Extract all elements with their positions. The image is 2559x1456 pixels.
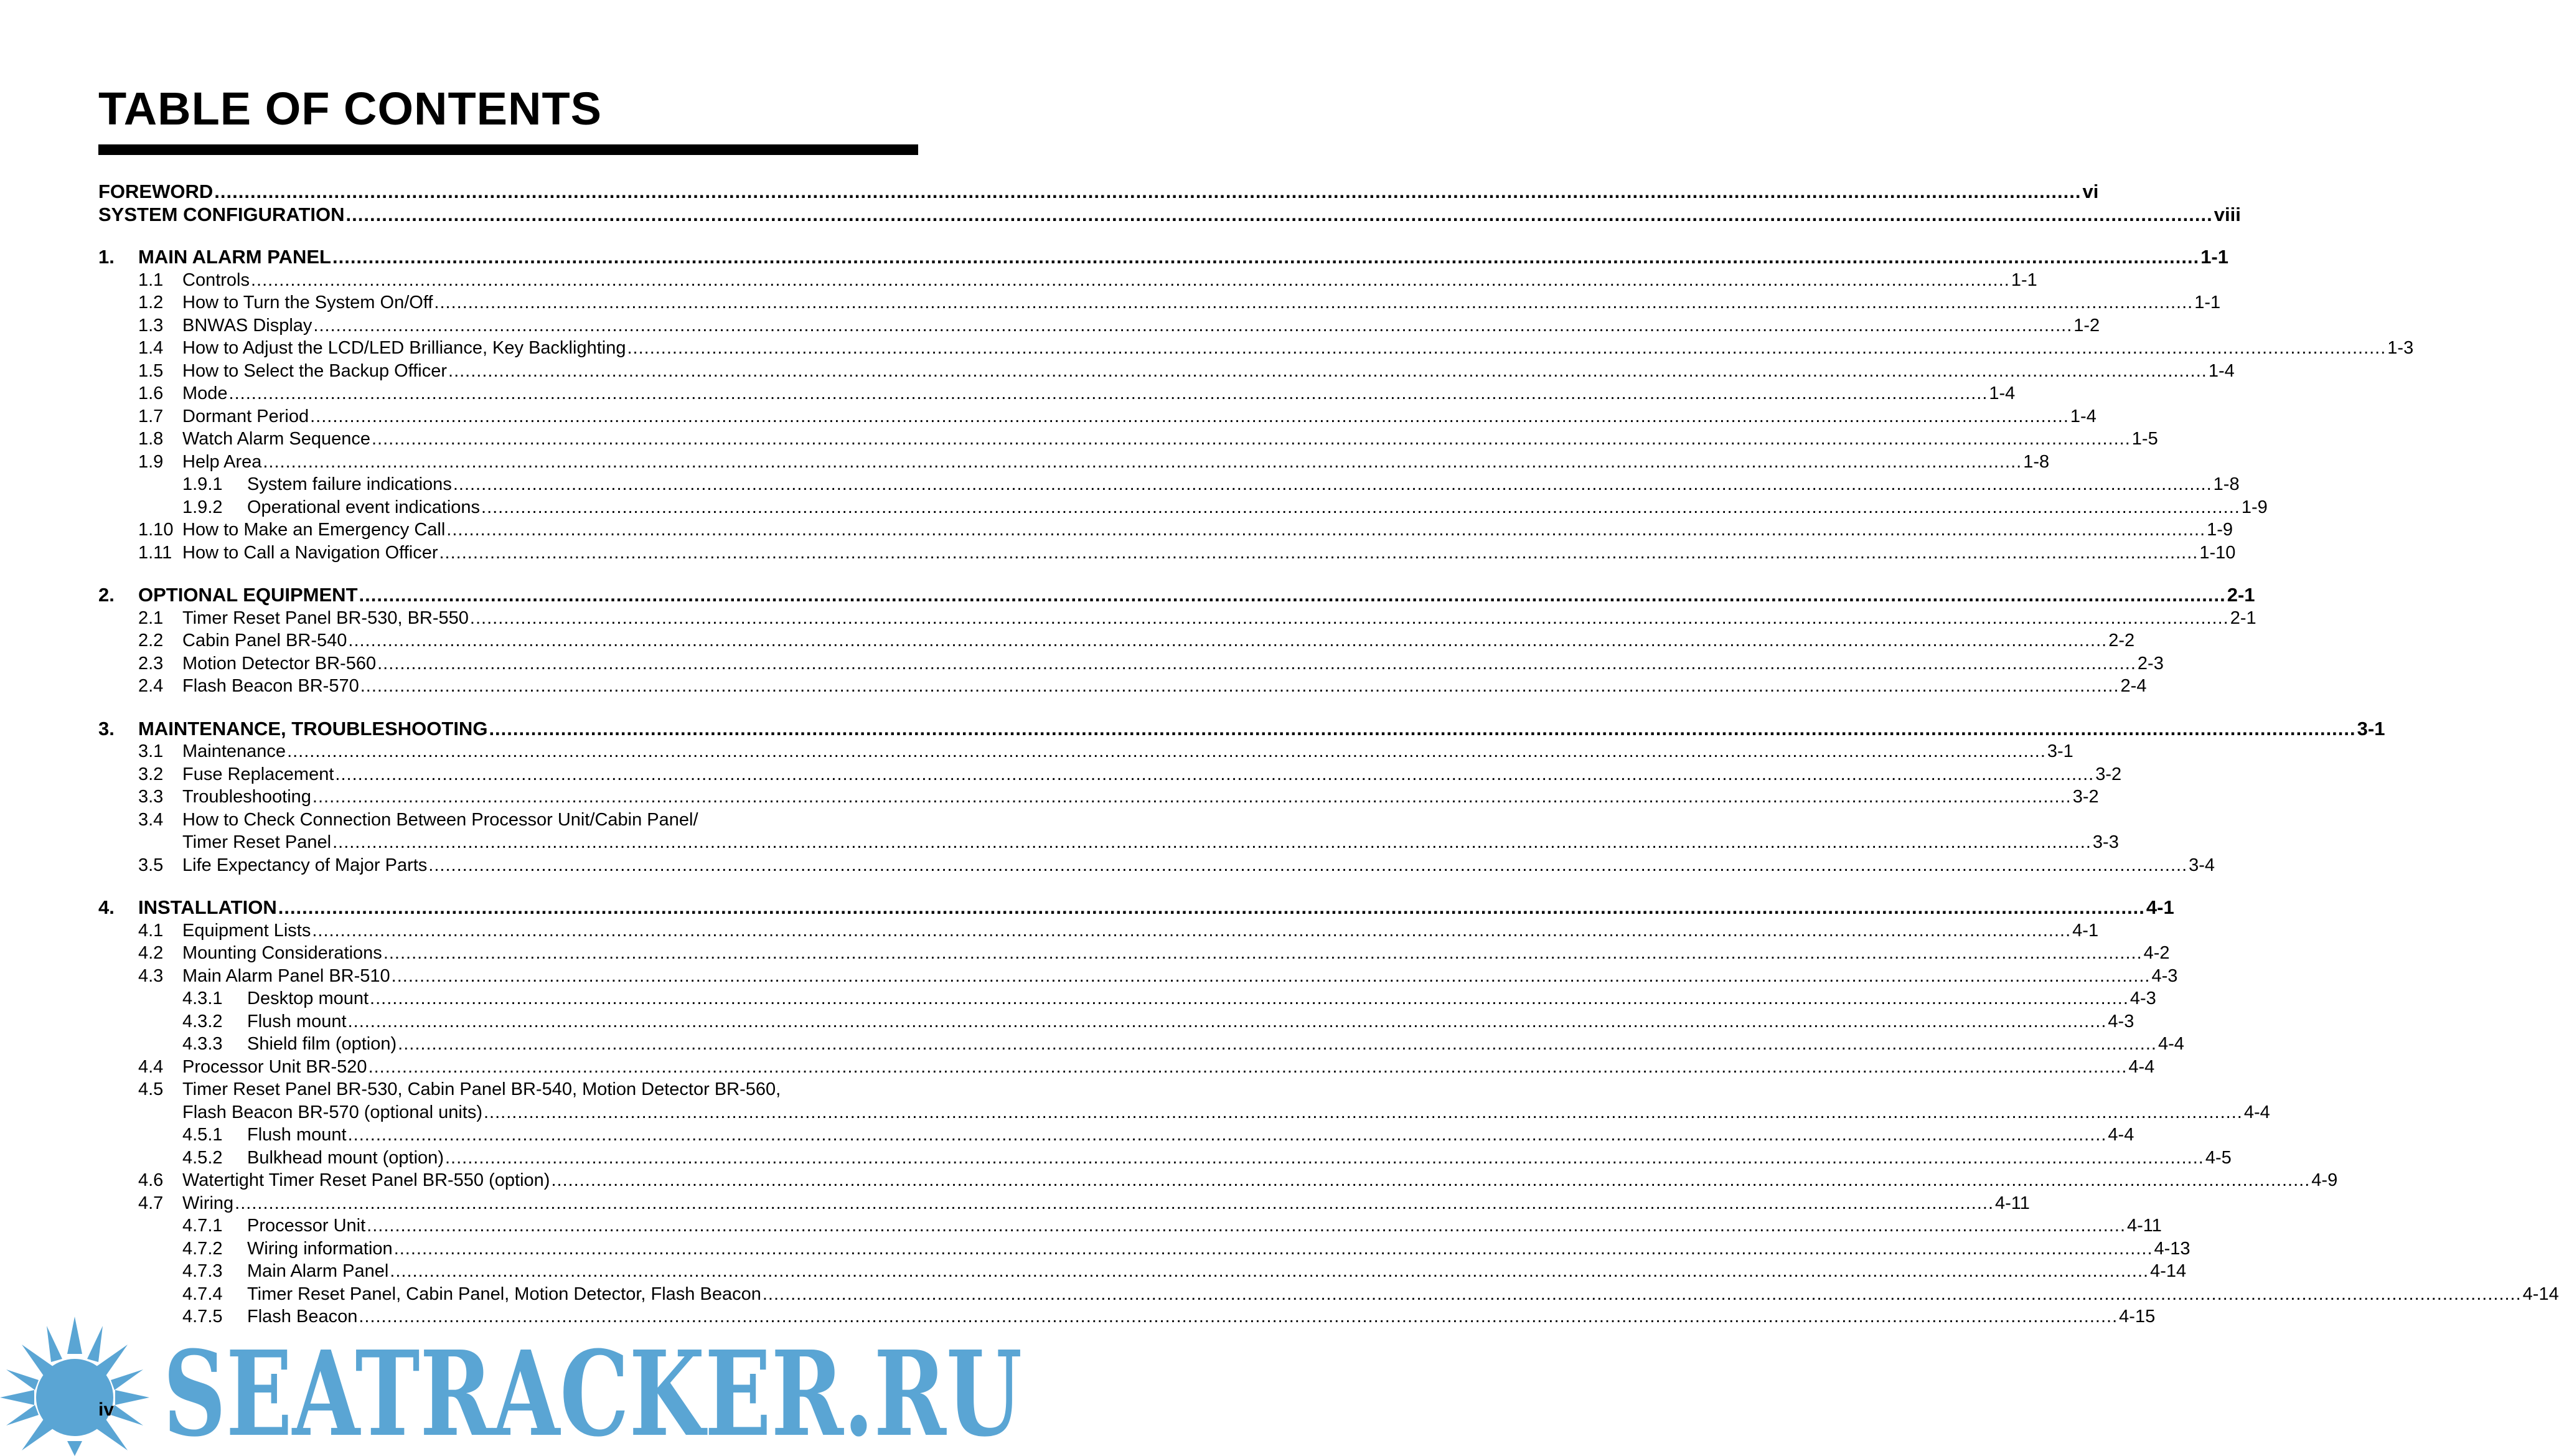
toc-page-number: 1-8 [2023,451,2050,472]
toc-section-entry[interactable] [98,942,2170,965]
toc-number: 4.7.1 [182,1216,223,1236]
toc-label: How to Select the Backup Officer [182,360,448,381]
toc-section-entry[interactable] [98,1192,2030,1215]
toc-number: 1.9.1 [182,474,223,494]
toc-number: 4.7.2 [182,1238,223,1259]
dot-leader [310,405,2069,428]
toc-label: Flash Beacon [247,1307,358,1327]
toc-chapter-heading[interactable] [98,246,2228,269]
toc-label: How to Call a Navigation Officer [182,542,438,563]
toc-label: Bulkhead mount (option) [247,1147,444,1168]
toc-page-number: 4-2 [2143,943,2170,963]
toc-number: 2.3 [138,653,164,674]
dot-leader [369,1056,2128,1079]
toc-number: 2.2 [138,631,164,651]
dot-leader [394,1238,2153,1261]
toc-page-number: 3-1 [2357,717,2385,740]
toc-page-number: 4-14 [2150,1261,2187,1281]
toc-number: 1.4 [138,338,164,358]
toc-number: 1.11 [138,542,172,563]
dot-leader [392,965,2151,988]
toc-number: 1.2 [138,293,164,312]
toc-section-entry[interactable] [98,1078,918,1101]
dot-leader [370,987,2129,1010]
dot-leader [390,1260,2149,1283]
dot-leader [348,629,2107,652]
toc-number: 4.6 [138,1170,164,1190]
toc-subsection-entry[interactable] [98,1124,2134,1147]
toc-page-number: 1-4 [2208,360,2235,381]
toc-section-entry[interactable] [98,314,2100,337]
toc-number: 4.2 [138,943,164,963]
toc-number: 1.7 [138,406,164,426]
toc-page-number: 1-9 [2207,520,2233,540]
toc-label: How to Adjust the LCD/LED Brilliance, Key Backlighting [182,338,626,358]
toc-section-entry[interactable] [98,652,2164,675]
toc-label: Operational event indications [247,497,481,517]
toc-label: OPTIONAL EQUIPMENT [138,584,358,606]
toc-section-entry[interactable] [98,854,2215,877]
dot-leader [428,854,2187,877]
toc-number: 1.9.2 [182,497,223,517]
toc-page-number: 1-9 [2241,497,2268,517]
toc-number: 3. [98,717,115,740]
toc-number: 4.3.2 [182,1011,223,1031]
toc-label: Watertight Timer Reset Panel BR-550 (option) [182,1170,550,1190]
dot-leader [332,246,2199,269]
toc-page-number: 4-14 [2522,1284,2559,1304]
toc-chapter-heading[interactable] [98,584,2255,607]
toc-number: 3.3 [138,787,164,807]
toc-subsection-entry[interactable] [98,1033,2184,1056]
toc-page-number: 4-4 [2158,1034,2184,1054]
toc-page-number: 4-4 [2128,1056,2155,1077]
toc-section-entry[interactable] [98,337,2414,360]
toc-section-entry[interactable] [98,519,2233,542]
toc-number: 2.1 [138,608,164,628]
toc-page-number: 1-2 [2073,315,2100,336]
toc-label: Shield film (option) [247,1034,397,1054]
toc-page-number: 4-13 [2154,1238,2190,1259]
toc-page-number: 4-4 [2108,1125,2134,1145]
page-title: TABLE OF CONTENTS [98,83,603,134]
toc-page-number: 4-1 [2146,896,2174,918]
toc-section-entry[interactable] [98,382,2016,405]
toc-subsection-entry[interactable] [98,1260,2187,1283]
toc-number: 4.7 [138,1193,164,1213]
dot-leader [470,607,2229,630]
toc-section-entry-continued[interactable] [98,831,2119,854]
dot-leader [235,1192,1994,1215]
toc-section-entry-continued[interactable] [98,1101,2270,1124]
toc-number: 1.9 [138,451,164,472]
table-of-contents [98,181,2559,1328]
dot-leader [360,675,2120,698]
toc-number: 4.4 [138,1056,164,1077]
toc-number: 4.3.3 [182,1034,223,1054]
dot-leader [312,786,2072,809]
toc-label: BNWAS Display [182,315,312,336]
toc-number: 1.3 [138,315,164,336]
toc-page-number: 4-11 [2127,1216,2162,1236]
toc-number: 1.10 [138,520,174,540]
toc-page-number: 3-4 [2189,855,2215,875]
toc-front-matter-entry[interactable] [98,203,2241,227]
dot-leader [377,652,2136,675]
title-rule [98,144,918,155]
dot-leader [445,1147,2204,1170]
toc-page-number: viii [2214,203,2241,225]
toc-page-number: 2-1 [2230,608,2256,628]
toc-number: 2.4 [138,676,164,696]
toc-section-entry[interactable] [98,360,2235,383]
toc-page-number: 4-11 [1995,1193,2030,1213]
dot-leader [763,1283,2522,1306]
dot-leader [287,740,2046,763]
toc-section-entry[interactable] [98,919,2099,942]
toc-section-entry[interactable] [98,451,2050,474]
dot-leader [214,181,2081,204]
toc-page-number: 2-1 [2227,584,2255,606]
toc-label: Cabin Panel BR-540 [182,631,347,651]
toc-page-number: vi [2082,181,2099,202]
toc-number: 3.1 [138,741,164,761]
toc-page-number: 4-1 [2072,920,2099,941]
toc-label: How to Check Connection Between Processor Unit/Cabin Panel/ [182,809,698,830]
toc-page-number: 3-3 [2092,832,2119,852]
toc-subsection-entry[interactable] [98,1283,2559,1306]
toc-label: Maintenance [182,741,286,761]
toc-label: Flush mount [247,1011,347,1031]
toc-number: 4.7.4 [182,1284,223,1304]
toc-label: Main Alarm Panel [247,1261,389,1281]
toc-label: MAINTENANCE, TROUBLESHOOTING [138,717,488,740]
toc-chapter-heading[interactable] [98,896,2174,919]
dot-leader [372,428,2131,451]
toc-label: Timer Reset Panel BR-530, Cabin Panel BR-540, Motion Detector BR-560, [182,1079,781,1099]
dot-leader [312,919,2071,942]
toc-label: Desktop mount [247,989,369,1008]
dot-leader [251,269,2010,292]
toc-number: 4.3 [138,965,164,986]
toc-number: 4. [98,896,115,918]
dot-leader [481,496,2240,519]
dot-leader [367,1214,2126,1238]
toc-page-number: 3-2 [2095,764,2122,784]
toc-label: SYSTEM CONFIGURATION [98,203,345,225]
dot-leader [439,542,2198,565]
toc-label: Dormant Period [182,406,309,426]
dot-leader [398,1033,2157,1056]
toc-label: Main Alarm Panel BR-510 [182,965,390,986]
toc-section-entry[interactable] [98,629,2135,652]
dot-leader [335,763,2094,786]
toc-page-number: 1-8 [2213,474,2240,494]
toc-number: 3.2 [138,764,164,784]
toc-page-number: 4-15 [2119,1307,2156,1327]
toc-page-number: 2-3 [2137,653,2164,674]
toc-label: How to Turn the System On/Off [182,293,433,312]
dot-leader [278,896,2145,919]
toc-page-number: 4-5 [2205,1147,2232,1168]
dot-leader [627,337,2386,360]
dot-leader [332,831,2092,854]
toc-subsection-entry[interactable] [98,496,2268,519]
toc-label: Timer Reset Panel [182,832,332,852]
toc-subsection-entry[interactable] [98,1147,2232,1170]
dot-leader [348,1124,2107,1147]
toc-section-entry[interactable] [98,542,2236,565]
toc-number: 4.5.1 [182,1125,223,1145]
dot-leader [348,1010,2107,1033]
toc-number: 4.3.1 [182,989,223,1008]
toc-page-number: 2-4 [2120,676,2147,696]
toc-label: Watch Alarm Sequence [182,429,370,449]
toc-section-entry[interactable] [98,607,2256,630]
dot-leader [484,1101,2243,1124]
toc-label: Help Area [182,451,262,472]
dot-leader [489,718,2355,741]
toc-page-number: 2-2 [2108,631,2135,651]
toc-page-number: 1-1 [2194,293,2221,312]
toc-label: Troubleshooting [182,787,311,807]
dot-leader [263,451,2022,474]
toc-label: How to Make an Emergency Call [182,520,446,540]
toc-label: Wiring information [247,1238,393,1259]
toc-front-matter-entry[interactable] [98,181,2099,204]
toc-number: 1.5 [138,360,164,381]
toc-section-entry[interactable] [98,1056,2155,1079]
toc-page-number: 1-4 [2070,406,2097,426]
toc-label: System failure indications [247,474,452,494]
toc-subsection-entry[interactable] [98,987,2156,1010]
toc-page-number: 1-3 [2387,338,2414,358]
toc-page-number: 1-1 [2200,246,2228,268]
toc-page-number: 3-2 [2072,787,2099,807]
toc-page-number: 1-1 [2011,270,2037,290]
toc-section-entry[interactable] [98,269,2037,292]
dot-leader [383,942,2143,965]
toc-page-number: 4-9 [2311,1170,2338,1190]
toc-label: Motion Detector BR-560 [182,653,377,674]
toc-chapter-heading[interactable] [98,717,2385,741]
toc-section-entry[interactable] [98,809,918,832]
toc-page-number: 4-3 [2108,1011,2134,1031]
dot-leader [453,473,2212,496]
toc-subsection-entry[interactable] [98,1010,2134,1033]
toc-label: Timer Reset Panel BR-530, BR-550 [182,608,469,628]
toc-subsection-entry[interactable] [98,1238,2190,1261]
toc-section-entry[interactable] [98,675,2147,698]
toc-number: 4.7.3 [182,1261,223,1281]
toc-page-number: 4-3 [2129,989,2156,1008]
toc-label: Equipment Lists [182,920,311,941]
toc-page-number: 1-10 [2199,542,2236,563]
toc-label: MAIN ALARM PANEL [138,246,331,268]
toc-number: 1.8 [138,429,164,449]
toc-number: 1.1 [138,270,164,290]
dot-leader [359,584,2226,607]
toc-page-number: 3-1 [2047,741,2073,761]
toc-label: Mounting Considerations [182,943,382,963]
dot-leader [346,204,2213,227]
dot-leader [229,382,1988,405]
toc-section-entry[interactable] [98,786,2099,809]
toc-number: 4.5 [138,1079,164,1099]
watermark-text: SEATRACKER.RU [163,1325,1022,1456]
toc-section-entry[interactable] [98,291,2221,314]
toc-section-entry[interactable] [98,405,2097,428]
toc-label: INSTALLATION [138,896,277,918]
toc-label: Processor Unit [247,1216,366,1236]
dot-leader [448,360,2207,383]
toc-label: Processor Unit BR-520 [182,1056,367,1077]
toc-page-number: 4-3 [2151,965,2178,986]
toc-label: Fuse Replacement [182,764,334,784]
toc-subsection-entry[interactable] [98,1214,2162,1238]
toc-label: Timer Reset Panel, Cabin Panel, Motion Detector, Flash Beacon [247,1284,761,1304]
toc-page-number: 1-5 [2131,429,2158,449]
toc-section-entry[interactable] [98,1169,2338,1192]
toc-section-entry[interactable] [98,965,2178,988]
toc-label: Wiring [182,1193,234,1213]
toc-label: FOREWORD [98,181,214,202]
sun-icon [0,1317,149,1456]
toc-section-entry[interactable] [98,428,2158,451]
toc-number: 2. [98,584,115,606]
toc-number: 4.7.5 [182,1307,223,1327]
toc-number: 4.1 [138,920,164,941]
dot-leader [434,291,2193,314]
toc-number: 1.6 [138,383,164,403]
page-number: iv [98,1399,115,1420]
dot-leader [551,1169,2310,1192]
toc-number: 3.5 [138,855,164,875]
toc-label: Flush mount [247,1125,347,1145]
toc-section-entry[interactable] [98,740,2073,763]
toc-page-number: 4-4 [2243,1102,2270,1122]
toc-label: Life Expectancy of Major Parts [182,855,428,875]
toc-label: Controls [182,270,250,290]
toc-number: 4.5.2 [182,1147,223,1168]
toc-label: Flash Beacon BR-570 (optional units) [182,1102,482,1122]
dot-leader [446,519,2205,542]
toc-page-number: 1-4 [1989,383,2016,403]
dot-leader [313,314,2072,337]
toc-number: 3.4 [138,809,164,830]
toc-number: 1. [98,246,115,268]
toc-subsection-entry[interactable] [98,473,2240,496]
toc-label: Mode [182,383,228,403]
toc-label: Flash Beacon BR-570 [182,676,359,696]
watermark [0,1304,1030,1456]
toc-section-entry[interactable] [98,763,2122,786]
